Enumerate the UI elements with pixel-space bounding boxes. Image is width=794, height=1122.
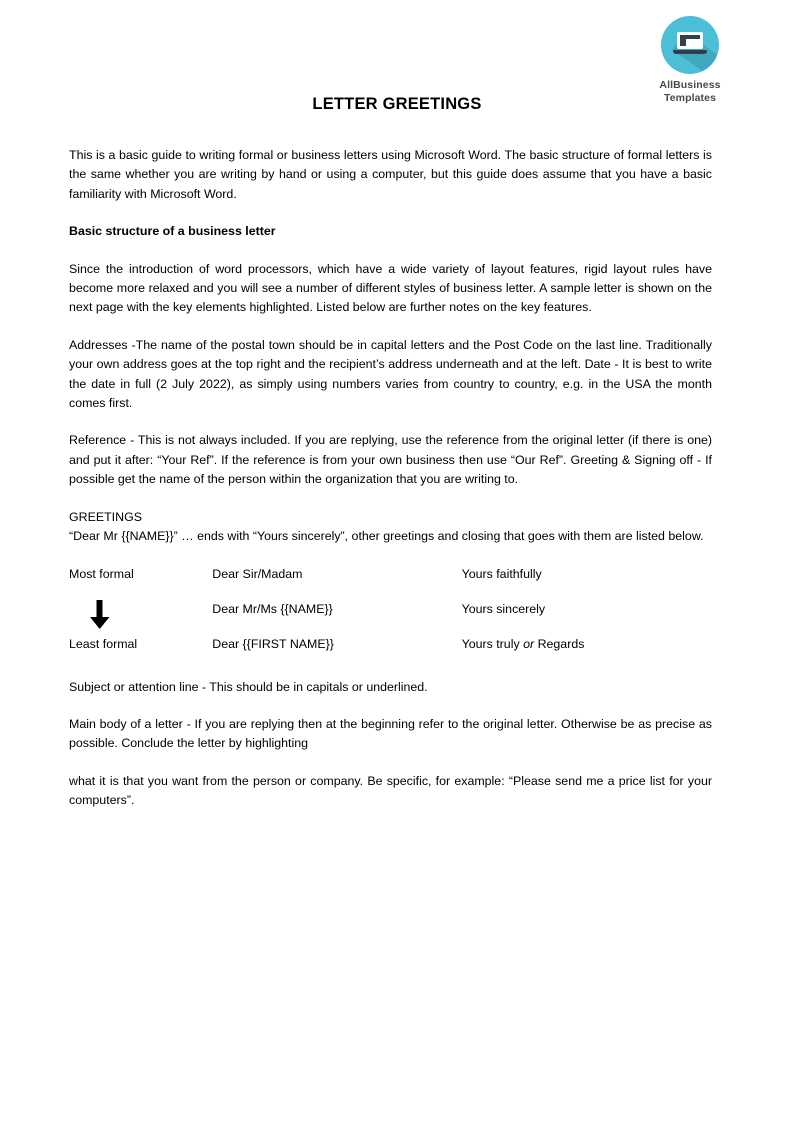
subject-paragraph: Subject or attention line - This should be in capitals or underlined. [69, 679, 428, 694]
laptop-icon [673, 32, 707, 58]
closing-conjunction: or [523, 636, 535, 651]
addresses-paragraph: Addresses -The name of the postal town should be in capital letters and the Post Code on the last line. Traditionally your own address goes at the top right and the recipient’s address underneath and at the left. Date - It is best to write the date in full (2 July 2022), as simply using numbers varies from country to country, e.g. in the USA the month comes first. [69, 337, 712, 411]
main-body-paragraph: Main body of a letter - If you are replying then at the beginning refer to the original letter. Otherwise be as precise as possible. Conclude the letter by highlighting [69, 716, 712, 751]
table-row [69, 635, 712, 670]
laptop-screen [677, 32, 703, 49]
laptop-screen-document [686, 39, 701, 48]
laptop-screen-inner [680, 35, 700, 46]
cell-greeting: Dear Sir/Madam [212, 566, 303, 581]
page-title: LETTER GREETINGS [312, 95, 482, 113]
closing-prefix: Yours truly [461, 636, 524, 651]
logo-mark [661, 16, 719, 74]
cell-closing [462, 635, 712, 670]
greetings-label: GREETINGS [69, 509, 142, 524]
greetings-table [69, 565, 712, 670]
closing-paragraph: what it is that you want from the person or company. Be specific, for example: “Please send me a price list for your computers”. [69, 773, 712, 808]
document-body [69, 146, 712, 829]
cell-closing: Yours faithfully [461, 566, 542, 581]
structure-paragraph: Since the introduction of word processors, which have a wide variety of layout features, rigid layout rules have become more relaxed and you will see a number of different styles of business letter. A sample letter is shown on the next page with the key elements highlighted. Listed below are further notes on the key features. [69, 261, 712, 315]
logo-brand-line-2: Templates [663, 91, 717, 104]
table-row [69, 565, 712, 600]
closing-suffix: Regards [534, 636, 585, 651]
cell-closing: Yours sincerely [461, 601, 546, 616]
table-row [69, 600, 712, 635]
cell-greeting: Dear {{FIRST NAME}} [212, 636, 334, 651]
down-arrow-icon [87, 600, 113, 630]
laptop-base [673, 50, 707, 54]
logo-brand-line-1: AllBusiness [659, 79, 721, 91]
spacer [69, 670, 712, 678]
greetings-intro-paragraph: “Dear Mr {{NAME}}” … ends with “Yours sincerely”, other greetings and closing that goes with them are listed below. [69, 529, 704, 544]
reference-paragraph: Reference - This is not always included. If you are replying, use the reference from the original letter (if there is one) and put it after: “Your Ref”. If the reference is from your own business then use “Our Ref”. Greeting & Signing off - If possible get the name of the person within the organization that you are writing to. [69, 433, 712, 487]
intro-paragraph: This is a basic guide to writing formal or business letters using Microsoft Word. The basic structure of formal letters is the same whether you are writing by hand or using a computer, but this guide does assume that you have a basic familiarity with Microsoft Word. [69, 148, 712, 201]
cell-greeting: Dear Mr/Ms {{NAME}} [212, 601, 333, 616]
cell-formality: Most formal [69, 566, 134, 581]
cell-formality: Least formal [69, 636, 138, 651]
allbusiness-templates-logo [648, 16, 732, 104]
section-heading-basic-structure: Basic structure of a business letter [69, 224, 276, 239]
cell-formality-arrow [69, 600, 212, 635]
